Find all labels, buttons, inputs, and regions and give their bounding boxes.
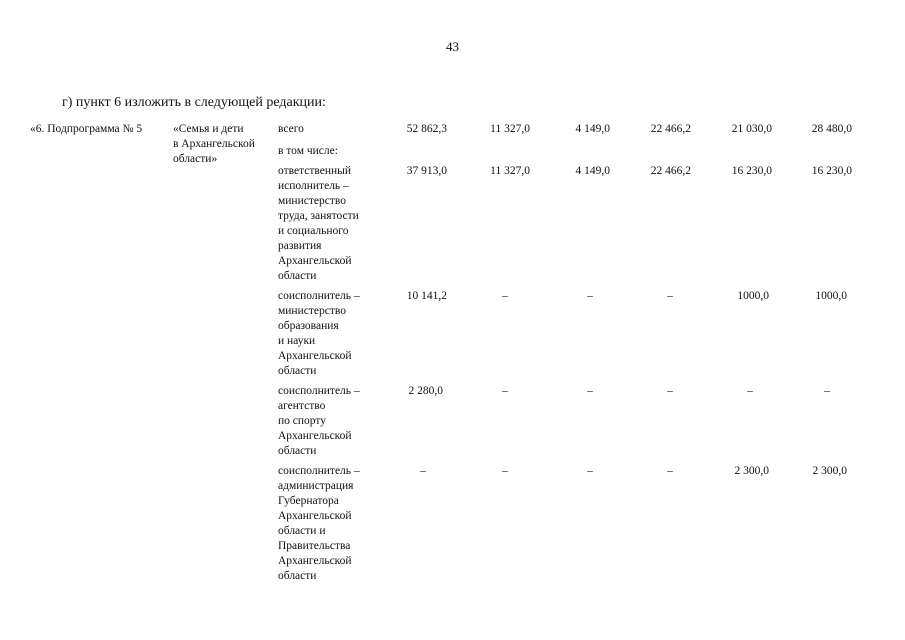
row-label: в том числе: bbox=[278, 145, 338, 157]
amendment-intro: г) пункт 6 изложить в следующей редакции: bbox=[62, 95, 326, 110]
value-cell: – bbox=[502, 290, 508, 302]
value-cell: – bbox=[824, 385, 830, 397]
row-label: ответственный исполнитель – министерство труда, занятости и социального развития Архангельской области bbox=[278, 165, 359, 282]
value-cell: 16 230,0 bbox=[731, 165, 772, 177]
program-name: «6. Подпрограмма № 5 bbox=[30, 123, 143, 135]
value-cell: – bbox=[667, 385, 673, 397]
value-cell: 4 149,0 bbox=[575, 123, 610, 135]
value-cell: – bbox=[420, 465, 426, 477]
value-cell: 2 300,0 bbox=[812, 465, 847, 477]
value-cell: 4 149,0 bbox=[575, 165, 610, 177]
value-cell: 1000,0 bbox=[815, 290, 847, 302]
row-label: соисполнитель – министерство образования и науки Архангельской области bbox=[278, 290, 360, 377]
value-cell: – bbox=[667, 465, 673, 477]
value-cell: 10 141,2 bbox=[406, 290, 447, 302]
value-cell: 16 230,0 bbox=[811, 165, 852, 177]
value-cell: 2 280,0 bbox=[408, 385, 443, 397]
value-cell: 21 030,0 bbox=[731, 123, 772, 135]
value-cell: 1000,0 bbox=[737, 290, 769, 302]
row-label: соисполнитель – администрация Губернатора Архангельской области и Правительства Архангельской области bbox=[278, 465, 360, 582]
value-cell: 37 913,0 bbox=[406, 165, 447, 177]
value-cell: 22 466,2 bbox=[650, 123, 691, 135]
value-cell: 52 862,3 bbox=[406, 123, 447, 135]
value-cell: – bbox=[667, 290, 673, 302]
row-label: всего bbox=[278, 123, 304, 135]
value-cell: 11 327,0 bbox=[490, 165, 530, 177]
value-cell: 2 300,0 bbox=[734, 465, 769, 477]
value-cell: 11 327,0 bbox=[490, 123, 530, 135]
value-cell: – bbox=[747, 385, 753, 397]
value-cell: – bbox=[502, 385, 508, 397]
value-cell: – bbox=[587, 465, 593, 477]
value-cell: – bbox=[587, 385, 593, 397]
value-cell: 22 466,2 bbox=[650, 165, 691, 177]
value-cell: – bbox=[587, 290, 593, 302]
program-title: «Семья и дети в Архангельской области» bbox=[173, 123, 255, 165]
value-cell: 28 480,0 bbox=[811, 123, 852, 135]
value-cell: – bbox=[502, 465, 508, 477]
row-label: соисполнитель – агентство по спорту Архангельской области bbox=[278, 385, 360, 457]
page-number: 43 bbox=[446, 39, 459, 54]
